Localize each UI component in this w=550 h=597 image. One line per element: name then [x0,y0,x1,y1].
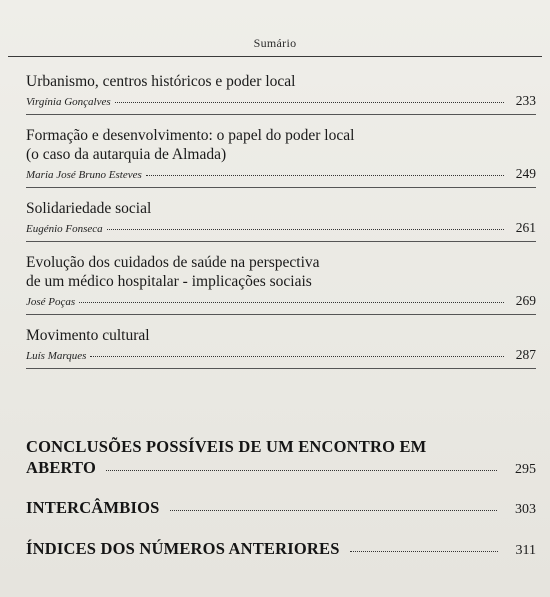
section-leader-row [26,538,536,559]
entry-title [26,253,536,291]
entry-title-line: Formação e desenvolvimento: o papel do poder local [26,127,355,144]
entry-leader-row [26,166,536,182]
entry-author: Luís Marques [26,350,87,362]
section-title-line: CONCLUSÕES POSSÍVEIS DE UM ENCONTRO EM [26,437,427,456]
header-divider [8,56,542,57]
toc-entries [26,64,536,369]
toc-entry[interactable] [26,326,536,369]
entry-divider [26,368,536,369]
entry-title-line: Movimento cultural [26,327,150,344]
section-page-number: 303 [515,502,536,517]
toc-entry[interactable] [26,253,536,315]
entry-title-line: (o caso da autarquia de Almada) [26,146,227,163]
entry-page-number: 233 [515,93,536,108]
toc-section-indices[interactable] [26,538,536,559]
entry-title-line: Urbanismo, centros históricos e poder local [26,73,296,90]
section-title: ÍNDICES DOS NÚMEROS ANTERIORES [26,539,340,558]
dot-leader [107,229,504,230]
entry-divider [26,114,536,115]
dot-leader [79,302,504,303]
section-page-number: 311 [515,543,536,558]
toc-entry[interactable] [26,126,536,188]
entry-author: Maria José Bruno Esteves [26,169,142,181]
section-page-number: 295 [515,462,536,477]
entry-title [26,72,536,91]
entry-author: Virgínia Gonçalves [26,96,111,108]
dot-leader [115,102,504,103]
entry-title [26,126,536,164]
toc-entry[interactable] [26,72,536,115]
entry-author: Eugénio Fonseca [26,223,103,235]
dot-leader [90,356,503,357]
section-leader-row [26,457,536,478]
entry-page-number: 287 [515,347,536,362]
entry-author: José Poças [26,296,76,308]
entry-page-number: 261 [515,220,536,235]
section-title: INTERCÂMBIOS [26,498,160,517]
entry-leader-row [26,220,536,236]
dot-leader [106,470,497,471]
entry-page-number: 249 [515,166,536,181]
entry-divider [26,187,536,188]
section-title-line: ABERTO [26,458,97,477]
entry-divider [26,314,536,315]
entry-title-line: de um médico hospitalar - implicações sociais [26,273,312,290]
toc-section-intercambios[interactable] [26,497,536,518]
dot-leader [146,175,504,176]
dot-leader [170,510,497,511]
entry-title-line: Solidariedade social [26,200,152,217]
section-leader-row [26,497,536,518]
entry-page-number: 269 [515,293,536,308]
entry-leader-row [26,293,536,309]
entry-leader-row [26,347,536,363]
dot-leader [350,551,498,552]
entry-title-line: Evolução dos cuidados de saúde na perspectiva [26,254,320,271]
entry-title [26,199,536,218]
entry-leader-row [26,93,536,109]
toc-section-conclusoes[interactable] [26,436,536,478]
entry-title [26,326,536,345]
entry-divider [26,241,536,242]
page-header-title: Sumário [253,36,297,50]
toc-entry[interactable] [26,199,536,242]
